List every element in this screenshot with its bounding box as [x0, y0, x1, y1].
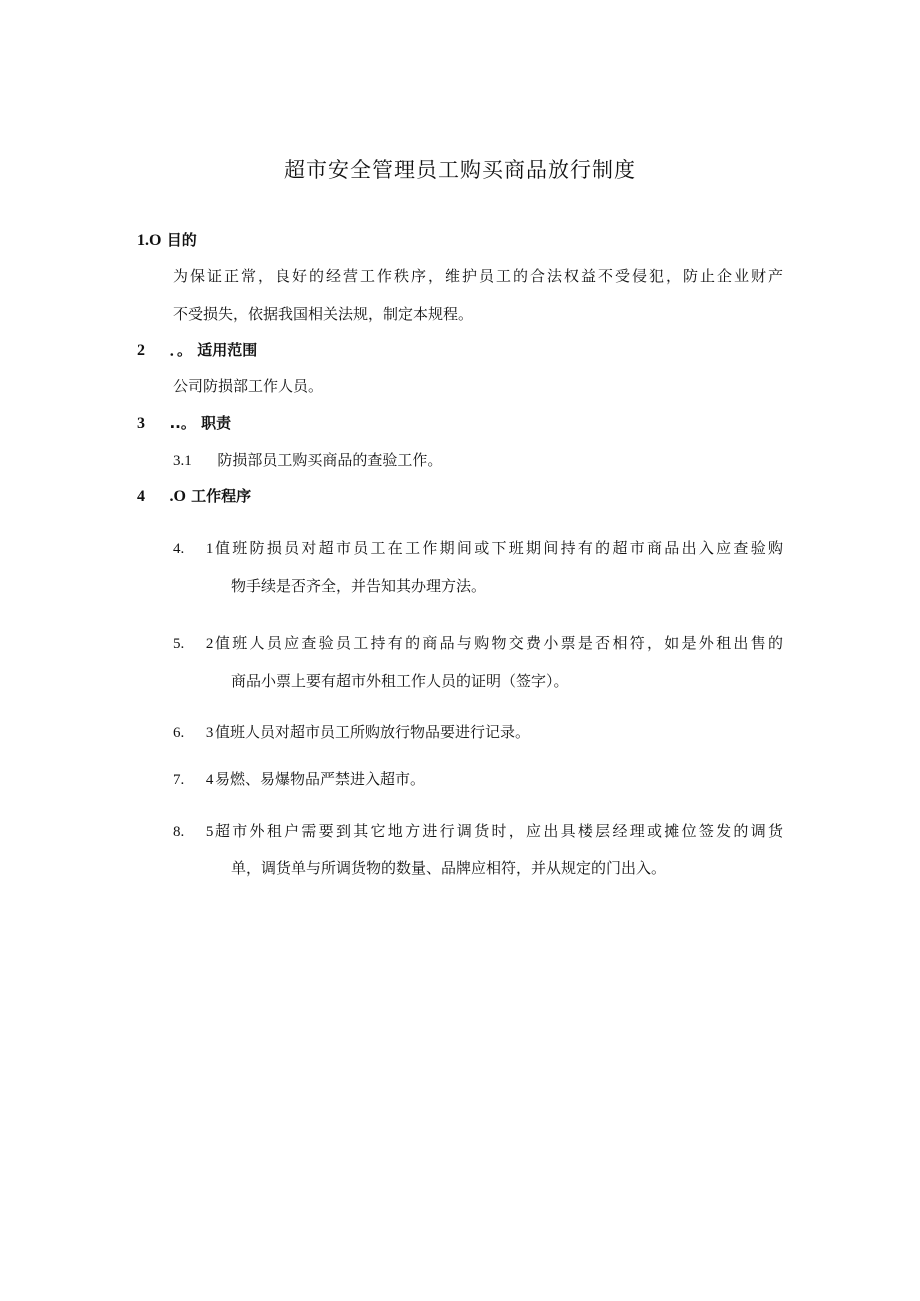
procedure-item-5-marker [173, 821, 213, 842]
procedure-item-3-sub: 3 [205, 725, 214, 741]
procedure-item-5-line-1: 超市外租户需要到其它地方进行调货时，应出具楼层经理或摊位签发的调货 [215, 822, 783, 840]
procedure-item-1-marker [173, 538, 213, 559]
section-4-title: 工作程序 [191, 487, 252, 505]
procedure-item-1-sub: 1 [205, 541, 214, 557]
section-2-paragraph: 公司防损部工作人员。 [173, 377, 324, 395]
procedure-item-1-line-1: 值班防损员对超市员工在工作期间或下班期间持有的超市商品出入应查验购 [215, 539, 783, 557]
procedure-item-3-number: 6. [173, 725, 185, 741]
section-1-title: 目的 [166, 231, 197, 249]
procedure-item-2-sub: 2 [205, 636, 214, 652]
section-4-number: 4 [137, 488, 145, 505]
procedure-item-3-line-1: 值班人员对超市员工所购放行物品要进行记录。 [215, 723, 531, 741]
procedure-item-5-sub: 5 [205, 824, 214, 840]
section-1-heading [137, 230, 197, 251]
item-3-1-text: 防损部员工购买商品的查验工作。 [217, 451, 443, 469]
procedure-item-5-line-2: 单，调货单与所调货物的数量、品牌应相符，并从规定的门出入。 [231, 859, 667, 877]
procedure-item-5-number: 8. [173, 824, 185, 840]
document-title: 超市安全管理员工购买商品放行制度 [284, 158, 636, 182]
section-2-separator: ．。 [169, 341, 192, 359]
section-1-paragraph-line-1: 为保证正常，良好的经营工作秩序，维护员工的合法权益不受侵犯，防止企业财产 [173, 267, 783, 285]
section-2-heading [137, 340, 257, 361]
procedure-item-2-line-1: 值班人员应查验员工持有的商品与购物交费小票是否相符，如是外租出售的 [215, 634, 783, 652]
section-1-paragraph-line-2: 不受损失，依据我国相关法规，制定本规程。 [173, 305, 474, 323]
section-3-separator: ..。 [169, 414, 196, 432]
item-3-1 [173, 450, 442, 471]
procedure-item-1-number: 4. [173, 541, 185, 557]
procedure-item-2-number: 5. [173, 636, 185, 652]
section-3-title: 职责 [201, 414, 232, 432]
procedure-item-2-line-2: 商品小票上要有超市外租工作人员的证明（签字）。 [231, 672, 569, 690]
section-3-number: 3 [137, 415, 145, 432]
procedure-item-4-sub: 4 [205, 772, 214, 788]
procedure-item-4-number: 7. [173, 772, 185, 788]
section-2-title: 适用范围 [197, 341, 258, 359]
section-3-heading [137, 413, 231, 434]
procedure-item-3-marker [173, 722, 213, 743]
procedure-item-4-line-1: 易燃、易爆物品严禁进入超市。 [215, 770, 426, 788]
procedure-item-1-line-2: 物手续是否齐全，并告知其办理方法。 [231, 577, 487, 595]
procedure-item-4-marker [173, 769, 213, 790]
item-3-1-number: 3.1 [173, 453, 192, 469]
section-1-number: 1.O [137, 232, 162, 249]
procedure-item-2-marker [173, 633, 213, 654]
section-2-number: 2 [137, 342, 145, 359]
section-4-heading [137, 486, 251, 507]
section-4-separator: .O [169, 488, 186, 505]
